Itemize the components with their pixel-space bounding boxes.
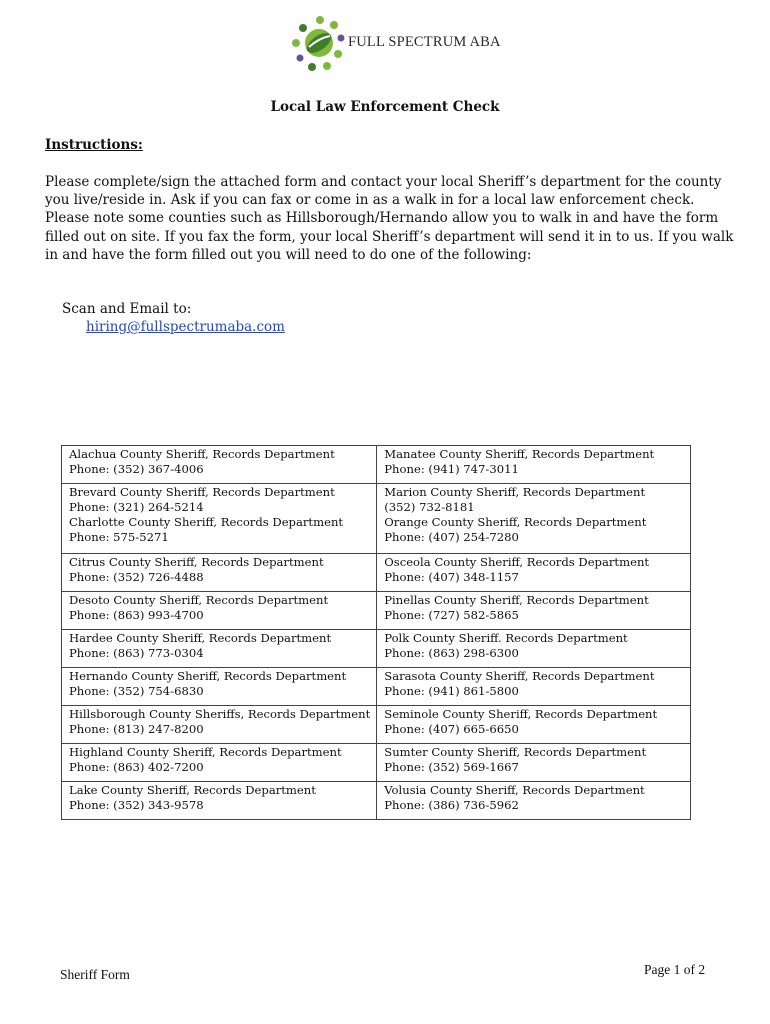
sheriff-entry [69, 593, 370, 623]
table-cell-left [62, 744, 377, 782]
sheriff-directory-table [61, 445, 691, 820]
sheriff-name: Hernando County Sheriff, Records Department [69, 669, 347, 683]
sheriff-entry [384, 447, 684, 477]
sheriff-entry [69, 707, 370, 737]
sheriff-name: Hardee County Sheriff, Records Department [69, 631, 332, 645]
table-cell-right [377, 744, 691, 782]
sheriff-name: Sumter County Sheriff, Records Department [384, 745, 647, 759]
sheriff-phone: Phone: (407) 665-6650 [384, 722, 519, 736]
table-row [62, 484, 691, 554]
sheriff-phone: Phone: (352) 343-9578 [69, 798, 204, 812]
table-cell-right [377, 484, 691, 554]
sheriff-name: Lake County Sheriff, Records Department [69, 783, 316, 797]
sheriff-entry [69, 669, 370, 699]
sheriff-entry [69, 485, 370, 515]
email-link[interactable]: hiring@fullspectrumaba.com [86, 319, 285, 335]
table-cell-left [62, 782, 377, 820]
scan-email-label: Scan and Email to: [62, 301, 192, 317]
table-cell-left [62, 446, 377, 484]
sheriff-name: Highland County Sheriff, Records Department [69, 745, 342, 759]
table-cell-left [62, 554, 377, 592]
sheriff-phone: Phone: (352) 569-1667 [384, 760, 519, 774]
sheriff-entry [384, 707, 684, 737]
table-cell-left [62, 592, 377, 630]
sheriff-phone: Phone: (386) 736-5962 [384, 798, 519, 812]
sheriff-entry [384, 593, 684, 623]
table-row [62, 668, 691, 706]
sheriff-phone: Phone: (407) 254-7280 [384, 530, 519, 544]
table-row [62, 782, 691, 820]
sheriff-phone: Phone: (407) 348-1157 [384, 570, 519, 584]
sheriff-name: Volusia County Sheriff, Records Department [384, 783, 645, 797]
sheriff-entry [69, 515, 370, 545]
sheriff-entry [384, 485, 684, 515]
sheriff-phone: Phone: (352) 754-6830 [69, 684, 204, 698]
table-cell-left [62, 668, 377, 706]
table-row [62, 706, 691, 744]
sheriff-name: Desoto County Sheriff, Records Department [69, 593, 329, 607]
sheriff-entry [69, 447, 370, 477]
sheriff-name: Osceola County Sheriff, Records Department [384, 555, 650, 569]
table-cell-right [377, 592, 691, 630]
table-cell-right [377, 446, 691, 484]
table-cell-right [377, 554, 691, 592]
table-row [62, 630, 691, 668]
page-number: Page 1 of 2 [644, 962, 706, 977]
table-row [62, 744, 691, 782]
sheriff-name: Brevard County Sheriff, Records Department [69, 485, 335, 499]
company-logo [290, 14, 500, 76]
sheriff-name: Manatee County Sheriff, Records Department [384, 447, 655, 461]
sheriff-name: Polk County Sheriff. Records Department [384, 631, 628, 645]
table-cell-right [377, 630, 691, 668]
logo-text: FULL SPECTRUM ABA [348, 34, 501, 50]
sheriff-entry [69, 745, 370, 775]
sheriff-phone: Phone: (352) 367-4006 [69, 462, 204, 476]
sheriff-entry [69, 783, 370, 813]
instructions-paragraph: Please complete/sign the attached form and contact your local Sheriff’s department for the county you live/reside in. Ask if you can fax or come in as a walk in for a local law enforcement check. Please note some counties such as Hillsborough/Hernando allow you to walk in and have the form filled out on site. If you fax the form, your local Sheriff’s department will send it in to us. If you walk in and have the form filled out you will need to do one of the following: [45, 174, 734, 263]
sheriff-phone: (352) 732-8181 [384, 500, 475, 514]
sheriff-name: Orange County Sheriff, Records Department [384, 515, 647, 529]
sheriff-phone: Phone: (321) 264-5214 [69, 500, 204, 514]
sheriff-name: Marion County Sheriff, Records Department [384, 485, 646, 499]
sheriff-name: Alachua County Sheriff, Records Department [69, 447, 335, 461]
sheriff-entry [69, 555, 370, 585]
table-cell-left [62, 706, 377, 744]
sheriff-entry [69, 631, 370, 661]
sheriff-phone: Phone: (863) 402-7200 [69, 760, 204, 774]
sheriff-entry [384, 669, 684, 699]
table-cell-right [377, 782, 691, 820]
sheriff-name: Hillsborough County Sheriffs, Records Department [69, 707, 371, 721]
sheriff-phone: Phone: (352) 726-4488 [69, 570, 204, 584]
sheriff-phone: Phone: 575-5271 [69, 530, 169, 544]
sheriff-name: Citrus County Sheriff, Records Department [69, 555, 324, 569]
sheriff-phone: Phone: (941) 747-3011 [384, 462, 519, 476]
table-cell-left [62, 630, 377, 668]
sheriff-name: Sarasota County Sheriff, Records Department [384, 669, 655, 683]
sheriff-entry [384, 555, 684, 585]
sheriff-entry [384, 783, 684, 813]
table-cell-right [377, 668, 691, 706]
footer-form-name: Sheriff Form [60, 967, 130, 982]
table-row [62, 554, 691, 592]
sheriff-phone: Phone: (863) 773-0304 [69, 646, 204, 660]
table-cell-right [377, 706, 691, 744]
sheriff-entry [384, 631, 684, 661]
table-row [62, 446, 691, 484]
sheriff-entry [384, 515, 684, 545]
logo-mark-icon [290, 14, 350, 76]
sheriff-name: Seminole County Sheriff, Records Department [384, 707, 658, 721]
sheriff-name: Charlotte County Sheriff, Records Department [69, 515, 344, 529]
sheriff-name: Pinellas County Sheriff, Records Department [384, 593, 649, 607]
table-cell-left [62, 484, 377, 554]
sheriff-phone: Phone: (941) 861-5800 [384, 684, 519, 698]
sheriff-entry [384, 745, 684, 775]
document-title: Local Law Enforcement Check [270, 99, 500, 115]
sheriff-phone: Phone: (863) 993-4700 [69, 608, 204, 622]
table-row [62, 592, 691, 630]
instructions-heading: Instructions: [45, 137, 143, 153]
sheriff-phone: Phone: (813) 247-8200 [69, 722, 204, 736]
sheriff-phone: Phone: (727) 582-5865 [384, 608, 519, 622]
sheriff-phone: Phone: (863) 298-6300 [384, 646, 519, 660]
